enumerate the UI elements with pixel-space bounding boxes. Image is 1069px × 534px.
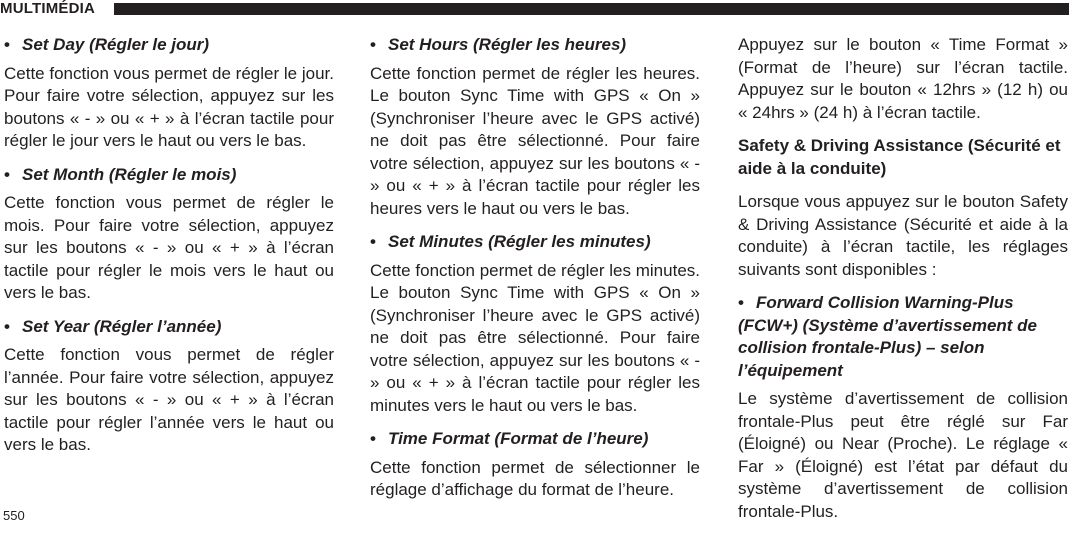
column-3 (738, 34, 1068, 534)
paragraph-set-month: Cette fonction vous permet de régler le mois. Pour faire votre sélection, appuyez sur les boutons « - » ou « + » à l’écran tactile pour régler le mois vers le haut ou vers le bas. (4, 193, 334, 302)
bullet-heading-set-minutes: • Set Minutes (Régler les minutes) (370, 231, 700, 254)
column-2 (370, 34, 700, 513)
bullet-icon: • (738, 293, 744, 312)
paragraph-safety-intro: Lorsque vous appuyez sur le bouton Safety & Driving Assistance (Sécurité et aide à la conduite) à l’écran tactile, les réglages suivants sont disponibles : (738, 192, 1068, 279)
bullet-heading-set-day: • Set Day (Régler le jour) (4, 34, 334, 57)
page-header (0, 0, 1069, 18)
bullet-icon: • (4, 316, 10, 336)
bullet-heading-set-hours: • Set Hours (Régler les heures) (370, 34, 700, 57)
paragraph-set-year: Cette fonction vous permet de régler l’année. Pour faire votre sélection, appuyez sur les boutons « - » ou « + » à l’écran tactile pour régler l’année vers le haut ou vers le bas. (4, 345, 334, 454)
bullet-icon: • (4, 164, 10, 184)
bullet-icon: • (370, 429, 376, 448)
paragraph-set-day: Cette fonction vous permet de régler le jour. Pour faire votre sélection, appuyez sur les boutons « - » ou « + » à l’écran tactile pour régler le jour vers le haut ou vers le bas. (4, 63, 334, 150)
bullet-icon: • (4, 35, 10, 54)
paragraph-fcw-plus: Le système d’avertissement de collision frontale-Plus peut être réglé sur Far (Éloigné) ou Near (Proche). Le réglage « Far » (Éloigné) est l’état par défaut du système d’avertissement de collision frontale-Plus. (738, 389, 1068, 521)
column-1 (4, 34, 334, 468)
bullet-heading-time-format: • Time Format (Format de l’heure) (370, 428, 700, 451)
paragraph-set-minutes: Cette fonction permet de régler les minutes. Le bouton Sync Time with GPS « On » (Synchroniser l’heure avec le GPS activé) ne doit pas être sélectionné. Pour faire votre sélection, appuyez sur les boutons « - » ou « + » à l’écran tactile pour régler les minutes vers le haut ou vers le bas. (370, 260, 700, 415)
header-rule (114, 3, 1069, 15)
bullet-icon: • (370, 232, 376, 251)
bullet-heading-set-year: • Set Year (Régler l’année) (4, 316, 334, 339)
bullet-icon: • (370, 35, 376, 54)
bullet-heading-fcw-plus: • Forward Collision Warning-Plus (FCW+) (Système d’avertissement de collision frontale-Plus) – selon l’équipement (738, 293, 1038, 380)
section-title: MULTIMÉDIA (0, 0, 96, 17)
paragraph-time-format-continued: Appuyez sur le bouton « Time Format » (Format de l’heure) sur l’écran tactile. Appuyez sur le bouton « 12hrs » (12 h) ou « 24hrs » (24 h) à l’écran tactile. (738, 35, 1068, 122)
paragraph-time-format: Cette fonction permet de sélectionner le réglage d’affichage du format de l’heure. (370, 457, 700, 499)
page-number: 550 (3, 508, 25, 523)
bullet-heading-set-month: • Set Month (Régler le mois) (4, 164, 334, 187)
section-heading-safety: Safety & Driving Assistance (Sécurité et aide à la conduite) (738, 136, 1061, 178)
paragraph-set-hours: Cette fonction permet de régler les heures. Le bouton Sync Time with GPS « On » (Synchroniser l’heure avec le GPS activé) ne doit pas être sélectionné. Pour faire votre sélection, appuyez sur les boutons « - » ou « + » à l’écran tactile pour régler les heures vers le haut ou vers le bas. (370, 63, 700, 218)
